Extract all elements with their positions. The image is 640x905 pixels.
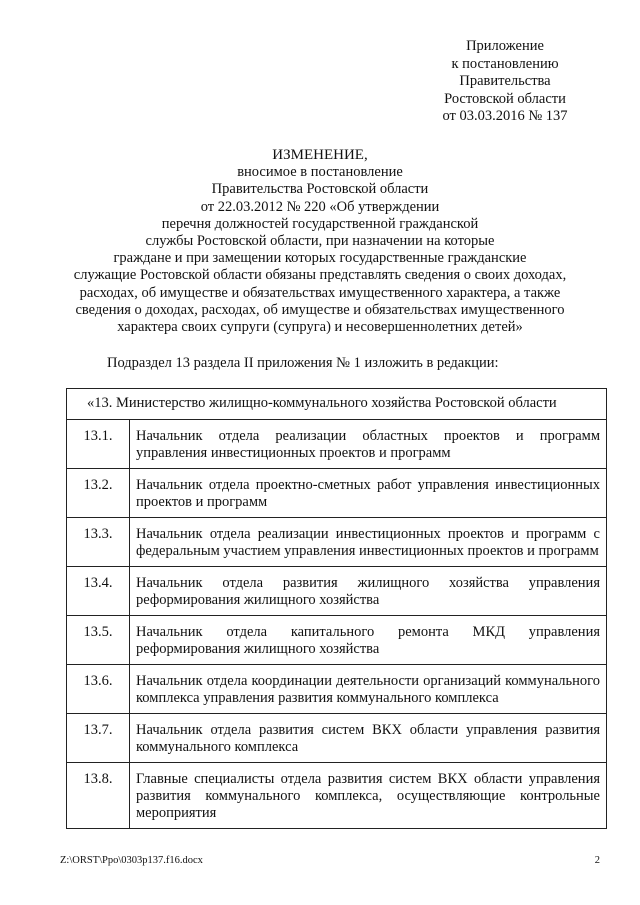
document-heading — [40, 147, 600, 336]
row-number: 13.1. — [67, 420, 130, 469]
table-row — [67, 616, 607, 665]
appendix-line: Правительства — [459, 73, 551, 89]
heading-title: ИЗМЕНЕНИЕ, — [272, 147, 368, 163]
row-text: Начальник отдела развития жилищного хозяйства управления реформирования жилищного хозяйства — [130, 567, 607, 616]
heading-line: расходах, об имуществе и обязательствах имущественного характера, а также — [79, 284, 561, 301]
heading-line: граждане и при замещении которых государственные гражданские — [113, 250, 527, 267]
table-row — [67, 469, 607, 518]
table-row — [67, 763, 607, 829]
heading-line: характера своих супруги (супруга) и несовершеннолетних детей» — [117, 319, 523, 336]
table-row — [67, 420, 607, 469]
row-number: 13.8. — [67, 763, 130, 829]
heading-line: службы Ростовской области, при назначении на которые — [145, 233, 495, 250]
table-row — [67, 665, 607, 714]
appendix-line: Ростовской области — [444, 90, 566, 107]
appendix-line: Приложение — [466, 38, 544, 54]
row-number: 13.6. — [67, 665, 130, 714]
heading-line: перечня должностей государственной гражданской — [161, 215, 479, 232]
row-number: 13.2. — [67, 469, 130, 518]
row-number: 13.3. — [67, 518, 130, 567]
footer-file-path: Z:\ORST\Ppo\0303p137.f16.docx — [60, 855, 203, 866]
row-text: Начальник отдела капитального ремонта МКД управления реформирования жилищного хозяйства — [130, 616, 607, 665]
heading-line: вносимое в постановление — [237, 164, 403, 181]
table-row — [67, 518, 607, 567]
appendix-block — [400, 38, 610, 126]
table-header-row — [67, 389, 607, 420]
row-number: 13.7. — [67, 714, 130, 763]
heading-line: сведения о доходах, расходах, об имуществе и обязательствах имущественного — [75, 301, 565, 318]
heading-line: служащие Ростовской области обязаны представлять сведения о своих доходах, — [73, 267, 567, 284]
heading-line: от 22.03.2012 № 220 «Об утверждении — [200, 198, 440, 215]
intro-paragraph: Подраздел 13 раздела II приложения № 1 изложить в редакции: — [107, 355, 499, 371]
appendix-line: к постановлению — [451, 55, 559, 72]
row-text: Главные специалисты отдела развития систем ВКХ области управления развития коммунального комплекса, осуществляющие контрольные мероприятия — [130, 763, 607, 829]
row-number: 13.4. — [67, 567, 130, 616]
heading-line: Правительства Ростовской области — [211, 181, 429, 198]
row-text: Начальник отдела реализации инвестиционных проектов и программ с федеральным участием управления инвестиционных проектов и программ — [130, 518, 607, 567]
row-text: Начальник отдела реализации областных проектов и программ управления инвестиционных проектов и программ — [130, 420, 607, 469]
table-row — [67, 714, 607, 763]
page-number: 2 — [594, 855, 600, 866]
row-number: 13.5. — [67, 616, 130, 665]
row-text: Начальник отдела проектно-сметных работ управления инвестиционных проектов и программ — [130, 469, 607, 518]
table-row — [67, 567, 607, 616]
table-header: «13. Министерство жилищно-коммунального хозяйства Ростовской области — [67, 389, 607, 420]
positions-table — [66, 388, 607, 829]
row-text: Начальник отдела координации деятельности организаций коммунального комплекса управления развития коммунального комплекса — [130, 665, 607, 714]
row-text: Начальник отдела развития систем ВКХ области управления развития коммунального комплекса — [130, 714, 607, 763]
appendix-line: от 03.03.2016 № 137 — [442, 108, 568, 124]
